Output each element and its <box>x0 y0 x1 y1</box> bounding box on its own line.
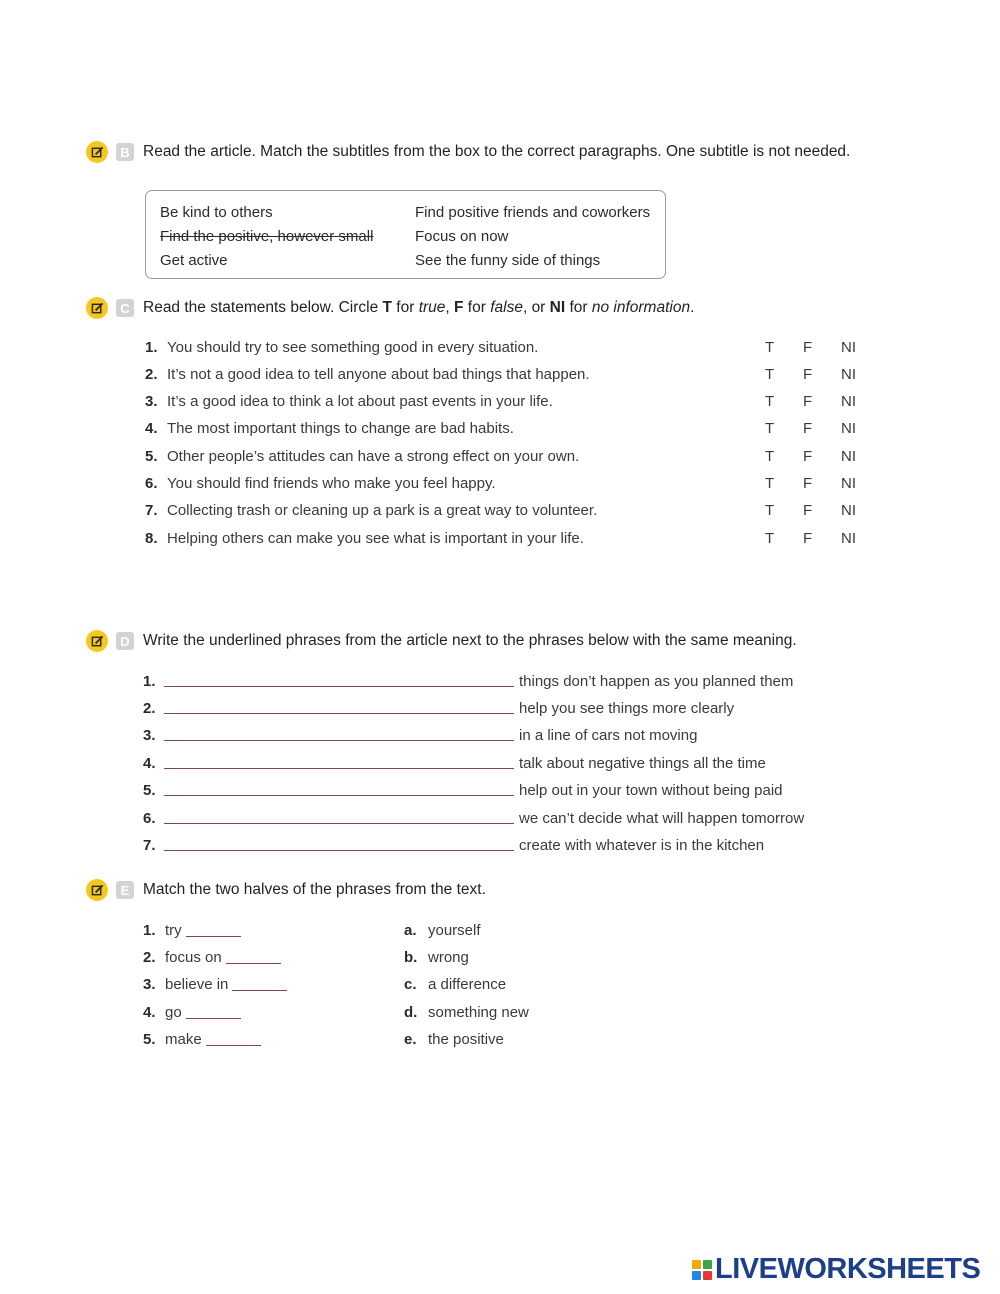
answer-blank[interactable] <box>164 795 514 796</box>
phrase-number: 3. <box>143 727 156 744</box>
statement-number: 3. <box>145 393 158 410</box>
phrase-number: 5. <box>143 782 156 799</box>
match-left-item: go <box>165 1004 241 1021</box>
phrase-number: 6. <box>143 810 156 827</box>
logo-tile <box>703 1260 712 1269</box>
edit-pencil-icon <box>86 141 108 163</box>
match-letter: e. <box>404 1031 417 1048</box>
section-e-heading <box>86 879 486 901</box>
match-number: 3. <box>143 976 156 993</box>
phrase-number: 1. <box>143 673 156 690</box>
match-letter: b. <box>404 949 418 966</box>
answer-blank[interactable] <box>164 686 514 687</box>
section-d-instruction: Write the underlined phrases from the article next to the phrases below with the same meaning. <box>143 632 797 649</box>
section-c-instruction: Read the statements below. Circle T for true, F for false, or NI for no information. <box>143 299 695 316</box>
logo-tile <box>692 1271 701 1280</box>
choice-no-information[interactable]: NI <box>841 366 856 383</box>
phrase-meaning: talk about negative things all the time <box>519 755 766 772</box>
statement-number: 2. <box>145 366 158 383</box>
match-right-item: the positive <box>428 1031 504 1048</box>
statement-text: You should try to see something good in every situation. <box>167 339 539 356</box>
statement-text: You should find friends who make you feel happy. <box>167 475 496 492</box>
statement-text: Other people’s attitudes can have a strong effect on your own. <box>167 448 580 465</box>
subtitle-option: Be kind to others <box>160 204 273 221</box>
choice-false[interactable]: F <box>803 475 813 492</box>
logo-tile <box>692 1260 701 1269</box>
statement-number: 6. <box>145 475 158 492</box>
match-letter: c. <box>404 976 417 993</box>
choice-false[interactable]: F <box>803 448 813 465</box>
match-left-item: make <box>165 1031 261 1048</box>
choice-false[interactable]: F <box>803 366 813 383</box>
statement-number: 7. <box>145 502 158 519</box>
phrase-meaning: things don’t happen as you planned them <box>519 673 794 690</box>
subtitle-option: Focus on now <box>415 228 509 245</box>
statement-number: 8. <box>145 530 158 547</box>
choice-no-information[interactable]: NI <box>841 530 856 547</box>
answer-blank[interactable] <box>164 823 514 824</box>
edit-pencil-icon <box>86 630 108 652</box>
subtitle-option: See the funny side of things <box>415 252 601 269</box>
edit-pencil-icon <box>86 297 108 319</box>
phrase-meaning: in a line of cars not moving <box>519 727 698 744</box>
section-c-heading <box>86 297 694 319</box>
match-right-item: something new <box>428 1004 529 1021</box>
section-b-instruction: Read the article. Match the subtitles from the box to the correct paragraphs. One subtitle is not needed. <box>143 143 851 160</box>
choice-no-information[interactable]: NI <box>841 393 856 410</box>
match-number: 2. <box>143 949 156 966</box>
choice-false[interactable]: F <box>803 393 813 410</box>
choice-no-information[interactable]: NI <box>841 420 856 437</box>
match-number: 1. <box>143 922 156 939</box>
phrase-number: 2. <box>143 700 156 717</box>
answer-blank[interactable] <box>186 936 241 937</box>
phrase-meaning: help you see things more clearly <box>519 700 735 717</box>
match-left-item: focus on <box>165 949 281 966</box>
answer-blank[interactable] <box>186 1018 241 1019</box>
section-e-instruction: Match the two halves of the phrases from the text. <box>143 881 486 898</box>
answer-blank[interactable] <box>206 1045 261 1046</box>
logo-tile <box>703 1271 712 1280</box>
answer-blank[interactable] <box>164 850 514 851</box>
choice-no-information[interactable]: NI <box>841 502 856 519</box>
statement-number: 4. <box>145 420 158 437</box>
phrase-number: 4. <box>143 755 156 772</box>
phrase-number: 7. <box>143 837 156 854</box>
choice-true[interactable]: T <box>765 393 775 410</box>
subtitle-option: Get active <box>160 252 228 269</box>
section-b-heading <box>86 141 850 163</box>
statement-text: Helping others can make you see what is important in your life. <box>167 530 584 547</box>
match-number: 4. <box>143 1004 156 1021</box>
answer-blank[interactable] <box>226 963 281 964</box>
section-letter-badge: D <box>116 632 134 650</box>
subtitle-box <box>145 190 666 279</box>
phrase-meaning: we can’t decide what will happen tomorrow <box>519 810 805 827</box>
match-letter: a. <box>404 922 417 939</box>
choice-false[interactable]: F <box>803 420 813 437</box>
choice-true[interactable]: T <box>765 420 775 437</box>
edit-pencil-icon <box>86 879 108 901</box>
subtitle-option: Find positive friends and coworkers <box>415 204 651 221</box>
liveworksheets-logo <box>692 1253 980 1286</box>
statement-text: It’s not a good idea to tell anyone about bad things that happen. <box>167 366 590 383</box>
choice-true[interactable]: T <box>765 530 775 547</box>
statement-number: 1. <box>145 339 158 356</box>
choice-no-information[interactable]: NI <box>841 339 856 356</box>
match-number: 5. <box>143 1031 156 1048</box>
section-d-heading <box>86 630 797 652</box>
statement-text: It’s a good idea to think a lot about past events in your life. <box>167 393 553 410</box>
phrase-meaning: help out in your town without being paid <box>519 782 783 799</box>
choice-true[interactable]: T <box>765 475 775 492</box>
choice-true[interactable]: T <box>765 339 775 356</box>
logo-tiles-icon <box>692 1260 712 1280</box>
section-letter-badge: C <box>116 299 134 317</box>
match-right-item: yourself <box>428 922 481 939</box>
match-right-item: a difference <box>428 976 507 993</box>
answer-blank[interactable] <box>164 713 514 714</box>
answer-blank[interactable] <box>164 768 514 769</box>
choice-no-information[interactable]: NI <box>841 475 856 492</box>
choice-true[interactable]: T <box>765 366 775 383</box>
section-letter-badge: B <box>116 143 134 161</box>
phrase-meaning: create with whatever is in the kitchen <box>519 837 765 854</box>
choice-false[interactable]: F <box>803 339 813 356</box>
match-left-item: try <box>165 922 241 939</box>
match-left-item: believe in <box>165 976 287 993</box>
answer-blank[interactable] <box>232 990 287 991</box>
match-letter: d. <box>404 1004 418 1021</box>
choice-no-information[interactable]: NI <box>841 448 856 465</box>
statement-text: The most important things to change are bad habits. <box>167 420 514 437</box>
match-right-item: wrong <box>428 949 469 966</box>
logo-text: LIVEWORKSHEETS <box>715 1253 981 1285</box>
answer-blank[interactable] <box>164 740 514 741</box>
choice-false[interactable]: F <box>803 530 813 547</box>
choice-false[interactable]: F <box>803 502 813 519</box>
section-letter-badge: E <box>116 881 134 899</box>
choice-true[interactable]: T <box>765 502 775 519</box>
subtitle-option-struck: Find the positive, however small <box>160 228 374 245</box>
statement-text: Collecting trash or cleaning up a park is a great way to volunteer. <box>167 502 598 519</box>
choice-true[interactable]: T <box>765 448 775 465</box>
statement-number: 5. <box>145 448 158 465</box>
